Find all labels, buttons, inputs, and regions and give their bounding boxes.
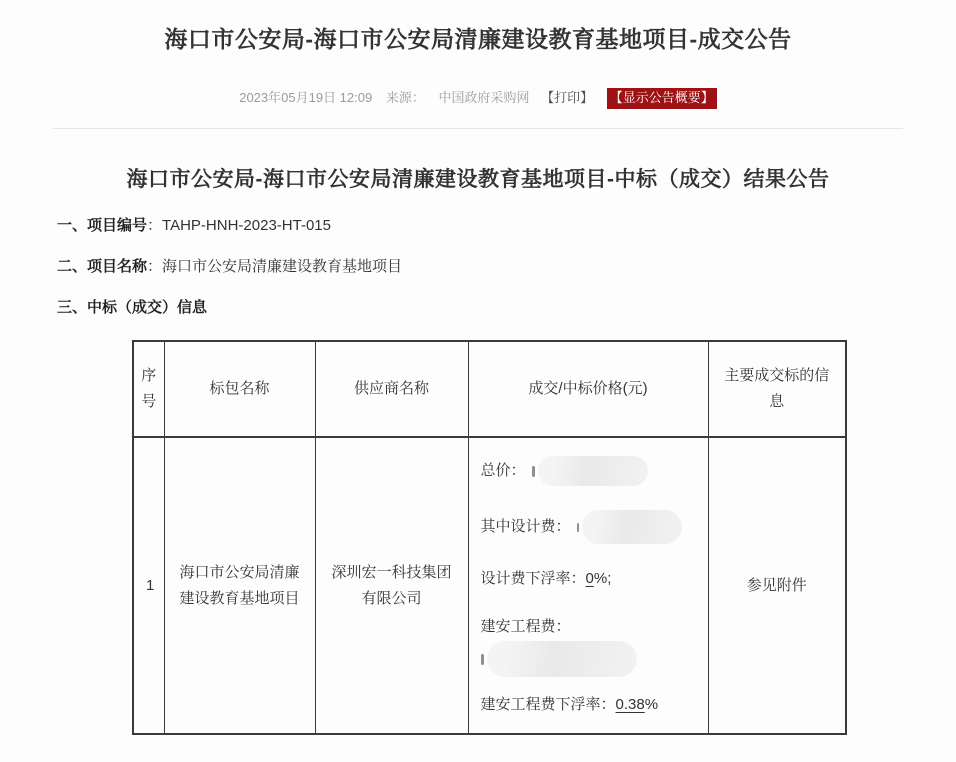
redacted-construction-fee bbox=[487, 641, 637, 677]
result-announcement-title: 海口市公安局-海口市公安局清廉建设教育基地项目-中标（成交）结果公告 bbox=[126, 168, 830, 191]
project-name-value: 海口市公安局清廉建设教育基地项目 bbox=[162, 258, 403, 275]
col-header-seq: 序号 bbox=[133, 341, 164, 437]
cell-info: 参见附件 bbox=[708, 437, 846, 734]
header-divider bbox=[53, 128, 903, 129]
cell-seq: 1 bbox=[133, 437, 164, 734]
project-number-line: 一、项目编号：TAHP-HNH-2023-HT-015 bbox=[57, 217, 331, 234]
source-name: 中国政府采购网 bbox=[438, 90, 530, 105]
construction-rate-label: 建安工程费下浮率： bbox=[480, 696, 616, 713]
col-header-supplier: 供应商名称 bbox=[315, 341, 468, 437]
construction-rate-suffix: % bbox=[644, 696, 659, 713]
construction-fee-line bbox=[481, 617, 696, 637]
meta-row bbox=[0, 88, 956, 109]
total-price-line bbox=[481, 456, 696, 486]
award-info-label: 三、中标（成交）信息 bbox=[57, 299, 208, 316]
design-rate-line bbox=[481, 569, 696, 589]
col-header-info: 主要成交标的信息 bbox=[708, 341, 846, 437]
announcement-items bbox=[57, 217, 956, 317]
design-fee-line bbox=[481, 510, 696, 544]
project-number-label: 一、项目编号 bbox=[57, 217, 148, 234]
redaction-mark bbox=[577, 523, 579, 532]
col-header-package: 标包名称 bbox=[164, 341, 315, 437]
print-button[interactable]: 【打印】 bbox=[541, 90, 594, 105]
construction-fee-label: 建安工程费： bbox=[480, 618, 571, 635]
construction-rate-line bbox=[481, 695, 696, 715]
table-header-row bbox=[133, 341, 846, 437]
page-title: 海口市公安局-海口市公安局清廉建设教育基地项目-成交公告 bbox=[164, 26, 792, 52]
source-label: 来源： bbox=[385, 90, 425, 105]
construction-rate-value: 0.38 bbox=[615, 696, 645, 713]
redaction-mark bbox=[481, 654, 484, 665]
table-row bbox=[133, 437, 846, 734]
cell-package-name: 海口市公安局清廉建设教育基地项目 bbox=[164, 437, 315, 734]
redacted-total-price bbox=[538, 456, 648, 486]
show-summary-button[interactable]: 【显示公告概要】 bbox=[607, 88, 717, 109]
project-name-label: 二、项目名称 bbox=[57, 258, 148, 275]
award-info-line bbox=[57, 299, 956, 317]
design-fee-label: 其中设计费： bbox=[480, 518, 571, 535]
award-result-table bbox=[132, 340, 847, 735]
cell-supplier-name: 深圳宏一科技集团有限公司 bbox=[315, 437, 468, 734]
design-rate-value: 0 bbox=[585, 570, 594, 587]
redaction-mark bbox=[532, 466, 535, 477]
publish-datetime: 2023年05月19日 12:09 bbox=[239, 90, 373, 105]
design-rate-suffix: %; bbox=[593, 570, 612, 587]
total-price-label: 总价： bbox=[480, 462, 526, 479]
construction-fee-redacted-line bbox=[481, 641, 696, 677]
project-number-value: TAHP-HNH-2023-HT-015 bbox=[162, 217, 331, 234]
design-rate-label: 设计费下浮率： bbox=[480, 570, 586, 587]
col-header-price: 成交/中标价格(元) bbox=[468, 341, 708, 437]
project-name-line: 二、项目名称：海口市公安局清廉建设教育基地项目 bbox=[57, 258, 403, 275]
cell-price bbox=[468, 437, 708, 734]
redacted-design-fee bbox=[582, 510, 682, 544]
